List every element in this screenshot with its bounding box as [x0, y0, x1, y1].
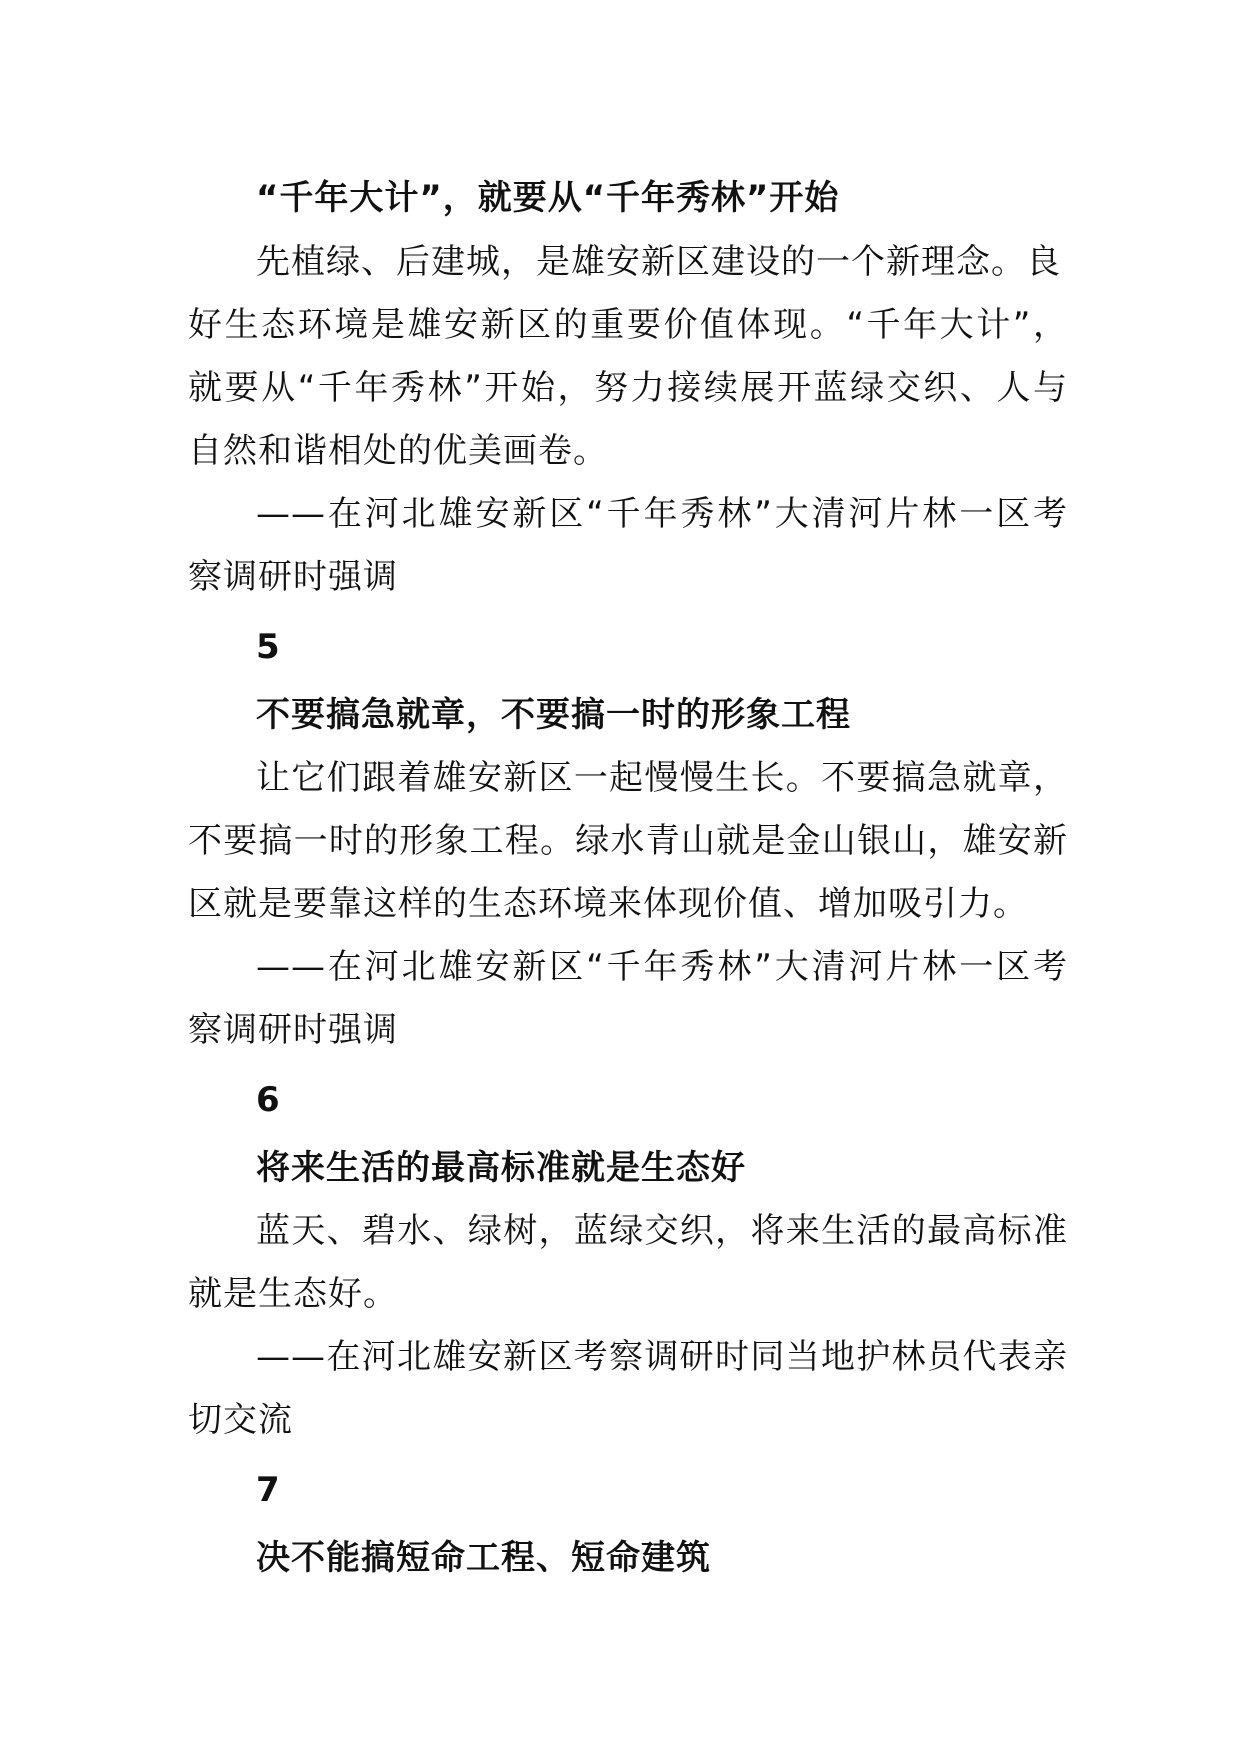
body-line: 先植绿、后建城，是雄安新区建设的一个新理念。良	[256, 242, 1061, 282]
section-heading: “千年大计”，就要从“千年秀林”开始	[256, 178, 840, 218]
section-heading: 将来生活的最高标准就是生态好	[256, 1148, 746, 1188]
section-heading: 决不能搞短命工程、短命建筑	[256, 1538, 711, 1578]
section-number: 7	[256, 1470, 281, 1510]
section-number: 6	[256, 1080, 281, 1120]
body-line: 好生态环境是雄安新区的重要价值体现。“千年大计”，	[188, 305, 1068, 345]
body-line: 不要搞一时的形象工程。绿水青山就是金山银山，雄安新	[188, 821, 1068, 861]
source-line: ——在河北雄安新区考察调研时同当地护林员代表亲	[256, 1337, 1068, 1377]
body-line: 区就是要靠这样的生态环境来体现价值、增加吸引力。	[188, 884, 1028, 924]
body-line: 蓝天、碧水、绿树，蓝绿交织，将来生活的最高标准	[256, 1211, 1068, 1251]
section-heading: 不要搞急就章，不要搞一时的形象工程	[256, 695, 851, 735]
source-line: 切交流	[188, 1400, 293, 1440]
body-line: 让它们跟着雄安新区一起慢慢生长。不要搞急就章，	[256, 758, 1068, 798]
section-number: 5	[256, 627, 281, 667]
body-line: 就是生态好。	[188, 1274, 398, 1314]
body-line: 就要从“千年秀林”开始，努力接续展开蓝绿交织、人与	[188, 368, 1068, 408]
source-line: ——在河北雄安新区“千年秀林”大清河片林一区考	[256, 494, 1068, 534]
source-line: ——在河北雄安新区“千年秀林”大清河片林一区考	[256, 947, 1068, 987]
body-line: 自然和谐相处的优美画卷。	[188, 431, 608, 471]
source-line: 察调研时强调	[188, 557, 398, 597]
source-line: 察调研时强调	[188, 1010, 398, 1050]
